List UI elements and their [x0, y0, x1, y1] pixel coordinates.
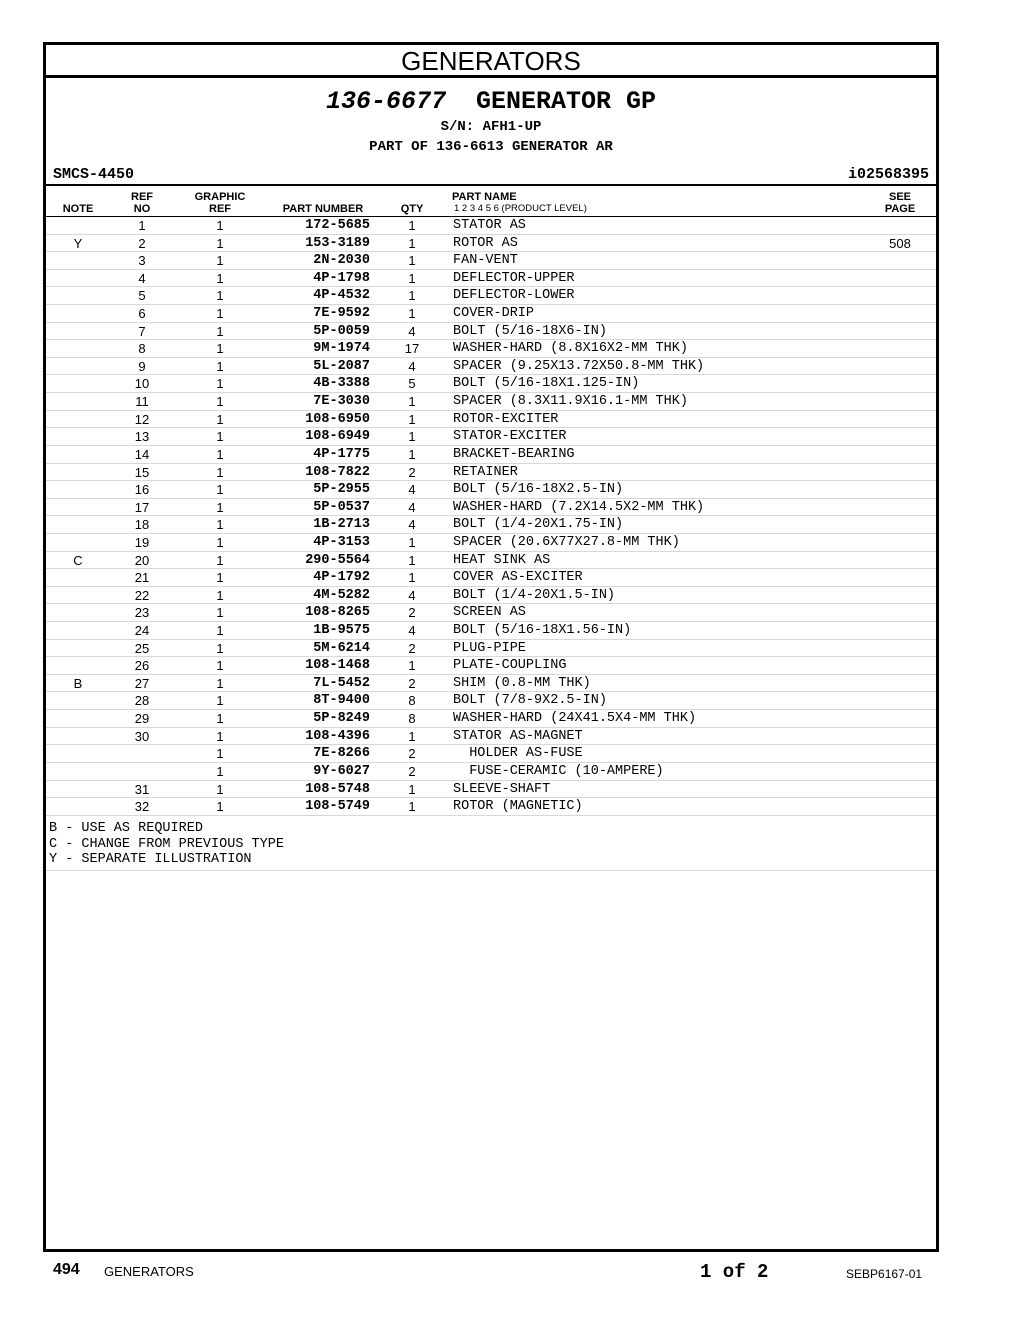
- cell-part-number: 8T-9400: [313, 693, 370, 709]
- note-b: B - USE AS REQUIRED: [49, 821, 203, 836]
- group-name: GENERATOR GP: [476, 87, 657, 116]
- cell-qty: 4: [408, 482, 416, 498]
- table-row: [46, 692, 936, 710]
- cell-qty: 2: [408, 675, 416, 691]
- col-qty-header: QTY: [400, 203, 424, 215]
- cell-part-name: FUSE-CERAMIC (10-AMPERE): [453, 763, 664, 779]
- cell-graphic-ref: 1: [216, 288, 224, 304]
- cell-graphic-ref: 1: [216, 623, 224, 639]
- serial-number: S/N: AFH1-UP: [440, 119, 542, 135]
- cell-part-name: SLEEVE-SHAFT: [453, 781, 551, 797]
- cell-part-name: SCREEN AS: [453, 605, 526, 621]
- cell-ref-no: 21: [134, 570, 150, 586]
- col-gref-header-top: GRAPHIC: [194, 191, 246, 203]
- cell-qty: 1: [408, 429, 416, 445]
- cell-part-name: HEAT SINK AS: [453, 552, 551, 568]
- cell-part-number: 5P-0537: [313, 499, 370, 515]
- cell-graphic-ref: 1: [216, 605, 224, 621]
- table-row: [46, 358, 936, 376]
- table-row: [46, 287, 936, 305]
- document-number: SEBP6167-01: [846, 1267, 923, 1281]
- cell-qty: 1: [408, 411, 416, 427]
- cell-part-name: BRACKET-BEARING: [453, 446, 575, 462]
- cell-graphic-ref: 1: [216, 358, 224, 374]
- table-row: [46, 763, 936, 781]
- cell-part-number: 9Y-6027: [313, 763, 370, 779]
- cell-graphic-ref: 1: [216, 693, 224, 709]
- cell-qty: 1: [408, 394, 416, 410]
- cell-part-name: DEFLECTOR-UPPER: [453, 270, 575, 286]
- cell-qty: 1: [408, 534, 416, 550]
- cell-qty: 2: [408, 464, 416, 480]
- cell-ref-no: 27: [134, 675, 150, 691]
- cell-graphic-ref: 1: [216, 464, 224, 480]
- table-row: [46, 217, 936, 235]
- col-note-header: NOTE: [62, 203, 94, 215]
- cell-graphic-ref: 1: [216, 253, 224, 269]
- cell-part-number: 108-5749: [305, 799, 370, 815]
- cell-qty: 4: [408, 517, 416, 533]
- cell-qty: 1: [408, 270, 416, 286]
- cell-ref-no: 3: [138, 253, 146, 269]
- cell-qty: 1: [408, 799, 416, 815]
- cell-qty: 1: [408, 253, 416, 269]
- col-see-header-bottom: PAGE: [884, 203, 916, 215]
- cell-ref-no: 14: [134, 446, 150, 462]
- cell-graphic-ref: 1: [216, 235, 224, 251]
- table-row: [46, 516, 936, 534]
- cell-note: Y: [73, 235, 83, 251]
- col-part-number-header: PART NUMBER: [282, 203, 364, 215]
- cell-part-number: 5M-6214: [313, 640, 370, 656]
- cell-part-number: 172-5685: [305, 218, 370, 233]
- cell-part-name: ROTOR (MAGNETIC): [453, 799, 583, 815]
- parts-table: [46, 217, 936, 816]
- cell-graphic-ref: 1: [216, 270, 224, 286]
- cell-part-name: SPACER (8.3X11.9X16.1-MM THK): [453, 394, 688, 410]
- group-title: [46, 87, 936, 117]
- cell-ref-no: 32: [134, 799, 150, 815]
- cell-graphic-ref: 1: [216, 482, 224, 498]
- table-row: [46, 675, 936, 693]
- cell-ref-no: 29: [134, 711, 150, 727]
- cell-part-number: 4B-3388: [313, 376, 370, 392]
- col-see-header-top: SEE: [888, 191, 911, 203]
- cell-part-name: SPACER (20.6X77X27.8-MM THK): [453, 534, 680, 550]
- table-row: [46, 411, 936, 429]
- cell-ref-no: 10: [134, 376, 150, 392]
- cell-qty: 2: [408, 605, 416, 621]
- cell-ref-no: 25: [134, 640, 150, 656]
- cell-part-number: 108-5748: [305, 781, 370, 797]
- cell-ref-no: 8: [138, 341, 146, 357]
- cell-graphic-ref: 1: [216, 446, 224, 462]
- cell-qty: 4: [408, 323, 416, 339]
- cell-part-number: 4M-5282: [313, 587, 370, 603]
- cell-part-number: 108-6949: [305, 429, 370, 445]
- cell-ref-no: 1: [138, 218, 146, 233]
- cell-graphic-ref: 1: [216, 799, 224, 815]
- cell-part-number: 9M-1974: [313, 341, 370, 357]
- cell-qty: 1: [408, 728, 416, 744]
- cell-qty: 1: [408, 570, 416, 586]
- cell-part-name: BOLT (5/16-18X1.56-IN): [453, 623, 632, 639]
- table-row: [46, 781, 936, 799]
- cell-ref-no: 26: [134, 658, 150, 674]
- cell-part-name: BOLT (1/4-20X1.75-IN): [453, 517, 624, 533]
- cell-ref-no: 28: [134, 693, 150, 709]
- cell-note: C: [73, 552, 83, 568]
- cell-note: B: [73, 675, 83, 691]
- cell-ref-no: 15: [134, 464, 150, 480]
- cell-ref-no: 12: [134, 411, 150, 427]
- part-of-line: PART OF 136-6613 GENERATOR AR: [369, 139, 613, 155]
- page-frame: [43, 42, 939, 1252]
- cell-graphic-ref: 1: [216, 429, 224, 445]
- cell-part-name: FAN-VENT: [453, 253, 518, 269]
- cell-part-name: DEFLECTOR-LOWER: [453, 288, 575, 304]
- cell-part-number: 4P-3153: [313, 534, 370, 550]
- cell-ref-no: 9: [138, 358, 146, 374]
- cell-graphic-ref: 1: [216, 306, 224, 322]
- cell-ref-no: 4: [138, 270, 146, 286]
- document-ident: i02568395: [847, 166, 929, 183]
- cell-part-name: STATOR-EXCITER: [453, 429, 567, 445]
- cell-part-name: HOLDER AS-FUSE: [453, 746, 583, 762]
- cell-graphic-ref: 1: [216, 763, 224, 779]
- cell-qty: 1: [408, 218, 416, 233]
- table-row: [46, 534, 936, 552]
- cell-part-number: 5L-2087: [313, 358, 370, 374]
- cell-part-number: 290-5564: [305, 552, 370, 568]
- table-row: [46, 552, 936, 570]
- cell-part-name: BOLT (5/16-18X2.5-IN): [453, 482, 624, 498]
- cell-part-number: 108-7822: [305, 464, 370, 480]
- cell-qty: 8: [408, 693, 416, 709]
- cell-qty: 2: [408, 640, 416, 656]
- cell-qty: 4: [408, 358, 416, 374]
- cell-part-name: WASHER-HARD (7.2X14.5X2-MM THK): [453, 499, 705, 515]
- cell-part-number: 4P-4532: [313, 288, 370, 304]
- cell-part-number: 108-1468: [305, 658, 370, 674]
- table-row: [46, 446, 936, 464]
- cell-graphic-ref: 1: [216, 658, 224, 674]
- cell-part-number: 7E-9592: [313, 306, 370, 322]
- group-number: 136-6677: [325, 87, 446, 116]
- cell-part-number: 1B-9575: [313, 623, 370, 639]
- cell-ref-no: 6: [138, 306, 146, 322]
- cell-graphic-ref: 1: [216, 341, 224, 357]
- col-gref-header: [182, 191, 258, 215]
- cell-ref-no: 23: [134, 605, 150, 621]
- cell-graphic-ref: 1: [216, 323, 224, 339]
- cell-ref-no: 13: [134, 429, 150, 445]
- cell-see-page: 508: [889, 235, 911, 251]
- table-row: [46, 252, 936, 270]
- table-row: [46, 235, 936, 253]
- table-row: [46, 798, 936, 816]
- cell-qty: 1: [408, 288, 416, 304]
- header-rule: [46, 184, 936, 186]
- cell-graphic-ref: 1: [216, 534, 224, 550]
- table-row: [46, 323, 936, 341]
- table-row: [46, 464, 936, 482]
- note-y: Y - SEPARATE ILLUSTRATION: [49, 852, 252, 867]
- col-see-page-header: [878, 191, 922, 215]
- cell-part-name: WASHER-HARD (8.8X16X2-MM THK): [453, 341, 688, 357]
- table-row: [46, 745, 936, 763]
- cell-graphic-ref: 1: [216, 376, 224, 392]
- cell-ref-no: 22: [134, 587, 150, 603]
- cell-qty: 4: [408, 587, 416, 603]
- cell-ref-no: 31: [134, 781, 150, 797]
- cell-graphic-ref: 1: [216, 746, 224, 762]
- cell-part-number: 4P-1775: [313, 446, 370, 462]
- cell-part-number: 4P-1798: [313, 270, 370, 286]
- cell-ref-no: 17: [134, 499, 150, 515]
- table-row: [46, 587, 936, 605]
- cell-qty: 2: [408, 763, 416, 779]
- cell-graphic-ref: 1: [216, 394, 224, 410]
- cell-graphic-ref: 1: [216, 781, 224, 797]
- cell-ref-no: 5: [138, 288, 146, 304]
- cell-ref-no: 2: [138, 235, 146, 251]
- table-row: [46, 481, 936, 499]
- product-levels: 1 2 3 4 5 6 (PRODUCT LEVEL): [454, 203, 587, 214]
- table-row: [46, 340, 936, 358]
- cell-part-number: 7L-5452: [313, 675, 370, 691]
- cell-ref-no: 11: [135, 394, 149, 410]
- cell-qty: 5: [408, 376, 416, 392]
- table-row: [46, 622, 936, 640]
- col-ref-header-bottom: NO: [133, 203, 151, 215]
- sheet-indicator: 1 of 2: [700, 1261, 769, 1283]
- cell-qty: 2: [408, 746, 416, 762]
- table-row: [46, 710, 936, 728]
- cell-graphic-ref: 1: [216, 499, 224, 515]
- cell-part-name: PLATE-COUPLING: [453, 658, 567, 674]
- cell-part-number: 7E-8266: [313, 746, 370, 762]
- page-number: 494: [53, 1261, 80, 1278]
- cell-part-name: BOLT (5/16-18X1.125-IN): [453, 376, 640, 392]
- cell-part-number: 1B-2713: [313, 517, 370, 533]
- note-c: C - CHANGE FROM PREVIOUS TYPE: [49, 836, 284, 852]
- footer-section: GENERATORS: [104, 1264, 194, 1279]
- cell-part-name: RETAINER: [453, 464, 518, 480]
- cell-ref-no: 24: [134, 623, 150, 639]
- cell-part-name: BOLT (1/4-20X1.5-IN): [453, 587, 616, 603]
- cell-qty: 8: [408, 711, 416, 727]
- cell-graphic-ref: 1: [216, 640, 224, 656]
- cell-qty: 4: [408, 499, 416, 515]
- cell-qty: 17: [404, 341, 420, 357]
- cell-graphic-ref: 1: [216, 411, 224, 427]
- cell-part-number: 5P-2955: [313, 482, 370, 498]
- cell-ref-no: 7: [138, 323, 146, 339]
- cell-graphic-ref: 1: [216, 728, 224, 744]
- cell-part-name: ROTOR-EXCITER: [453, 411, 559, 427]
- cell-part-name: COVER-DRIP: [453, 306, 535, 322]
- cell-qty: 1: [408, 552, 416, 568]
- cell-part-number: 2N-2030: [313, 253, 370, 269]
- cell-graphic-ref: 1: [216, 218, 224, 233]
- cell-ref-no: 20: [134, 552, 150, 568]
- cell-qty: 1: [408, 781, 416, 797]
- cell-part-name: BOLT (7/8-9X2.5-IN): [453, 693, 607, 709]
- table-row: [46, 728, 936, 746]
- cell-ref-no: 19: [134, 534, 150, 550]
- cell-part-number: 108-4396: [305, 728, 370, 744]
- cell-graphic-ref: 1: [216, 711, 224, 727]
- cell-graphic-ref: 1: [216, 570, 224, 586]
- cell-qty: 1: [408, 235, 416, 251]
- cell-qty: 1: [408, 658, 416, 674]
- cell-part-number: 108-6950: [305, 411, 370, 427]
- cell-part-name: WASHER-HARD (24X41.5X4-MM THK): [453, 711, 697, 727]
- cell-qty: 4: [408, 623, 416, 639]
- cell-part-name: STATOR AS-MAGNET: [453, 728, 583, 744]
- cell-qty: 1: [408, 446, 416, 462]
- col-ref-header: [120, 191, 164, 215]
- cell-part-number: 4P-1792: [313, 570, 370, 586]
- cell-part-name: SPACER (9.25X13.72X50.8-MM THK): [453, 358, 705, 374]
- col-part-name-header: PART NAME: [452, 191, 517, 203]
- cell-ref-no: 16: [134, 482, 150, 498]
- cell-part-name: COVER AS-EXCITER: [453, 570, 583, 586]
- cell-graphic-ref: 1: [216, 517, 224, 533]
- table-row: [46, 270, 936, 288]
- col-gref-header-bottom: REF: [209, 203, 231, 215]
- table-row: [46, 375, 936, 393]
- table-row: [46, 428, 936, 446]
- cell-graphic-ref: 1: [216, 587, 224, 603]
- table-row: [46, 569, 936, 587]
- cell-part-number: 5P-8249: [313, 711, 370, 727]
- cell-part-number: 153-3189: [305, 235, 370, 251]
- smcs-code: SMCS-4450: [53, 166, 135, 183]
- table-row: [46, 604, 936, 622]
- cell-qty: 1: [408, 306, 416, 322]
- cell-part-name: PLUG-PIPE: [453, 640, 526, 656]
- cell-part-number: 108-8265: [305, 605, 370, 621]
- cell-part-name: ROTOR AS: [453, 235, 518, 251]
- cell-part-name: SHIM (0.8-MM THK): [453, 675, 591, 691]
- table-row: [46, 305, 936, 323]
- table-row: [46, 393, 936, 411]
- cell-part-number: 5P-0059: [313, 323, 370, 339]
- table-row: [46, 640, 936, 658]
- cell-graphic-ref: 1: [216, 552, 224, 568]
- notes-legend: [49, 821, 936, 868]
- notes-rule: [46, 870, 936, 871]
- cell-part-name: STATOR AS: [453, 218, 526, 233]
- cell-ref-no: 18: [134, 517, 150, 533]
- cell-part-number: 7E-3030: [313, 394, 370, 410]
- table-row: [46, 657, 936, 675]
- section-title: GENERATORS: [46, 45, 936, 78]
- cell-graphic-ref: 1: [216, 675, 224, 691]
- cell-part-name: BOLT (5/16-18X6-IN): [453, 323, 607, 339]
- table-row: [46, 499, 936, 517]
- cell-ref-no: 30: [134, 728, 150, 744]
- col-ref-header-top: REF: [131, 191, 153, 203]
